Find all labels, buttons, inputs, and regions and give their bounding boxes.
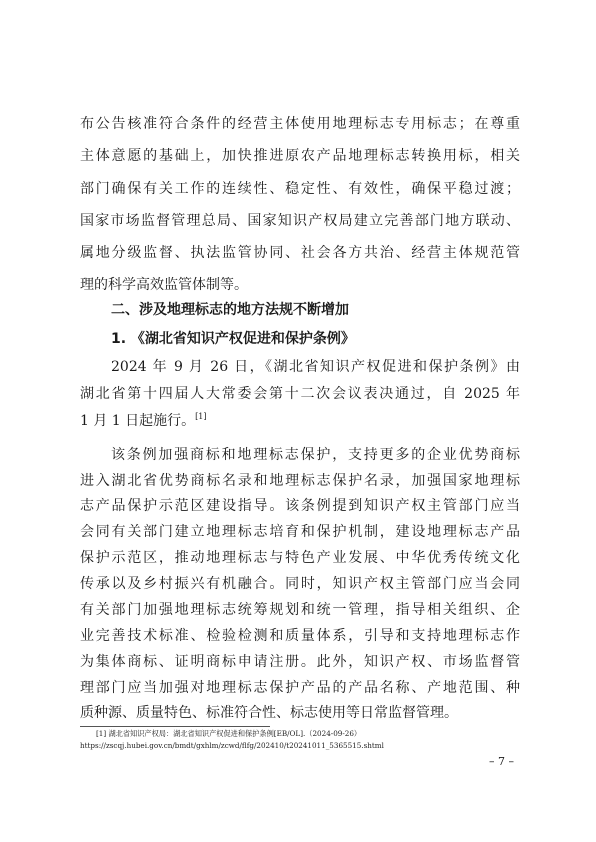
body-line: 保护示范区，推动地理标志与特色产业发展、中华优秀传统文化 (80, 550, 520, 566)
body-line: 质种源、质量特色、标准符合性、标志使用等日常监督管理。 (80, 705, 458, 721)
footnote-url: https://zscqj.hubei.gov.cn/bmdt/gxhlm/zcwd/flfg/202410/t20241011_5365515.shtml (80, 741, 384, 750)
body-line: 2024 年 9 月 26 日，《湖北省知识产权促进和保护条例》由 (111, 359, 520, 375)
body-line: 业完善技术标准、检验检测和质量体系，引导和支持地理标志作 (80, 628, 520, 644)
body-line: 湖北省第十四届人大常委会第十二次会议表决通过，自 2025 年 (80, 386, 520, 402)
body-line: 会同有关部门建立地理标志培育和保护机制，建设地理标志产品 (80, 524, 520, 540)
section-heading: 二、涉及地理标志的地方法规不断增加 (111, 302, 349, 318)
body-line: 有关部门加强地理标志统筹规划和统一管理，指导相关组织、企 (80, 602, 520, 618)
footnote-divider (80, 726, 270, 727)
body-line: 理的科学高效监管体制等。 (80, 277, 248, 293)
body-line: 国家市场监督管理总局、国家知识产权局建立完善部门地方联动、 (80, 213, 520, 229)
body-line: 传承以及乡村振兴有机融合。同时，知识产权主管部门应当会同 (80, 576, 520, 592)
body-line: 志产品保护示范区建设指导。该条例提到知识产权主管部门应当 (80, 498, 520, 514)
footnote-reference: [1] (195, 412, 207, 421)
body-line: 为集体商标、证明商标申请注册。此外，知识产权、市场监督管 (80, 654, 520, 670)
page-number: – 7 – (489, 755, 514, 768)
body-line: 该条例加强商标和地理标志保护，支持更多的企业优势商标 (111, 447, 520, 463)
body-line: 主体意愿的基础上，加快推进原农产品地理标志转换用标，相关 (80, 148, 520, 164)
body-line: 布公告核准符合条件的经营主体使用地理标志专用标志；在尊重 (80, 116, 520, 132)
body-line: 属地分级监督、执法监管协同、社会各方共治、经营主体规范管 (80, 245, 520, 261)
footnote-citation: [1] 湖北省知识产权局：湖北省知识产权促进和保护条例[EB/OL].（2024-09-26） (96, 729, 362, 738)
body-line-text: 1 月 1 日起施行。 (80, 413, 196, 429)
body-line: 部门确保有关工作的连续性、稳定性、有效性，确保平稳过渡； (80, 181, 520, 197)
body-line (80, 413, 520, 429)
body-line: 理部门应当加强对地理标志保护产品的产品名称、产地范围、种 (80, 680, 520, 696)
subsection-heading: 1. 《湖北省知识产权促进和保护条例》 (111, 331, 355, 347)
body-line: 进入湖北省优势商标名录和地理标志保护名录，加强国家地理标 (80, 473, 520, 489)
